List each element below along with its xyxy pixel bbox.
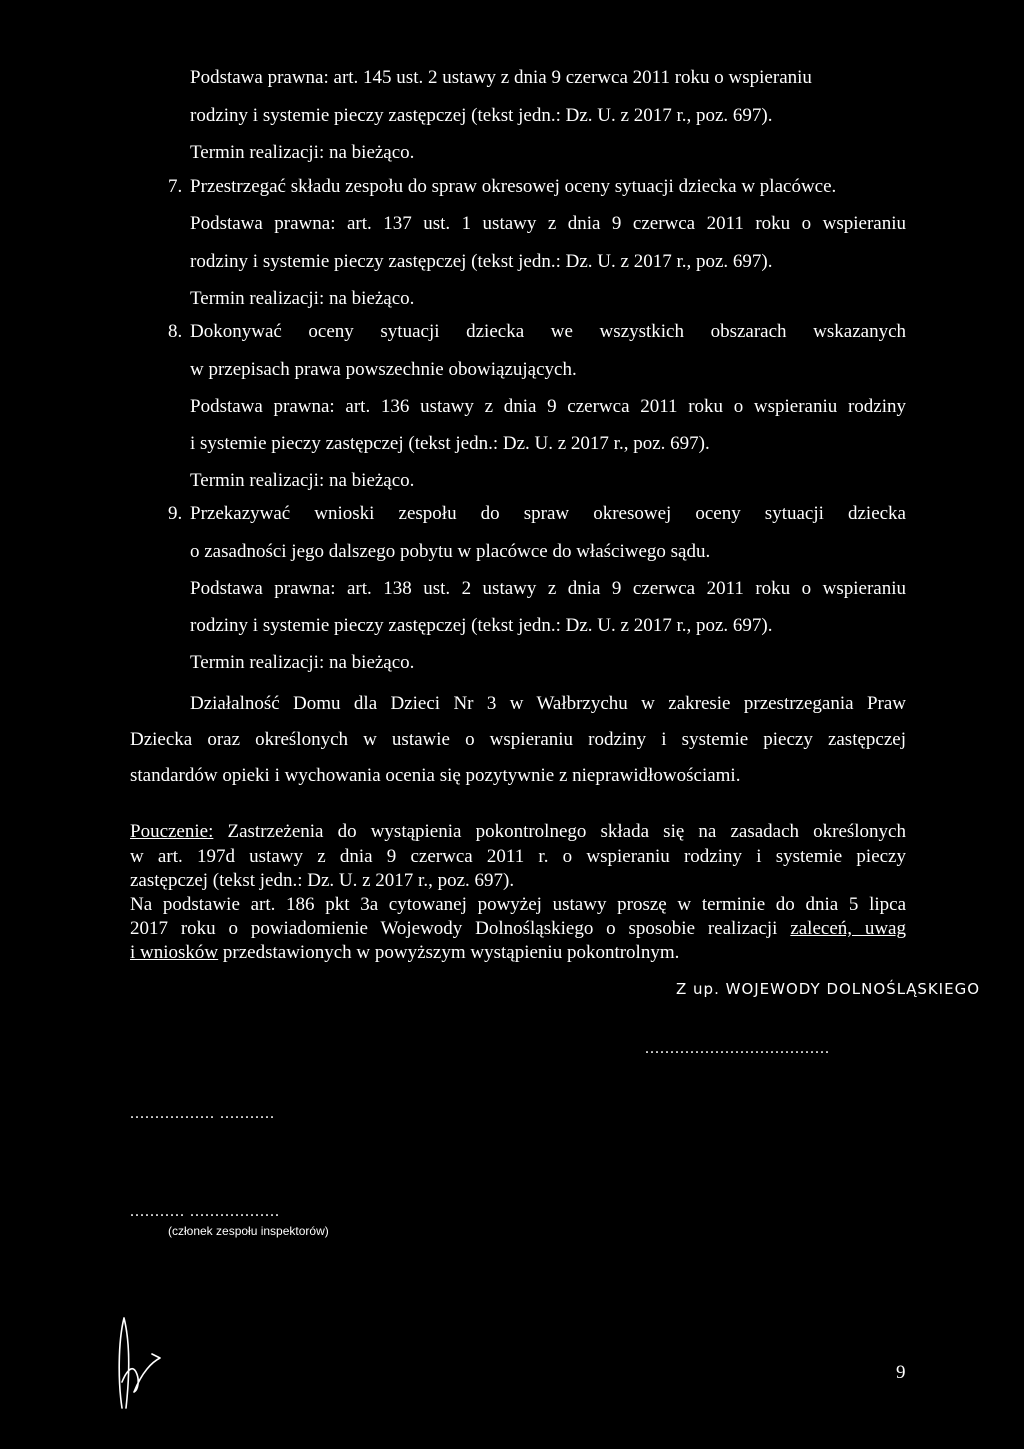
notice-label: Pouczenie: <box>130 821 214 842</box>
notice-line5-underlined: zaleceń, uwag <box>790 918 906 939</box>
authority-stamp: Z up. WOJEWODY DOLNOŚLĄSKIEGO <box>676 980 981 998</box>
handwritten-initial <box>112 1312 172 1412</box>
deadline-6: Termin realizacji: na bieżąco. <box>190 142 415 163</box>
notice-line2: w art. 197d ustawy z dnia 9 czerwca 2011 r. o wspieraniu rodziny i systemie pieczy <box>130 846 906 867</box>
legal-basis-8-line2: i systemie pieczy zastępczej (tekst jedn.: Dz. U. z 2017 r., poz. 697). <box>190 433 710 454</box>
notice-line5 <box>130 917 906 941</box>
deadline-9: Termin realizacji: na bieżąco. <box>190 652 415 673</box>
notice-line3: zastępczej (tekst jedn.: Dz. U. z 2017 r., poz. 697). <box>130 870 515 891</box>
legal-basis-9-line1: Podstawa prawna: art. 138 ust. 2 ustawy z dnia 9 czerwca 2011 roku o wspieraniu <box>190 578 906 599</box>
deadline-8: Termin realizacji: na bieżąco. <box>190 470 415 491</box>
notice-line1-text: Zastrzeżenia do wystąpienia pokontrolnego składa się na zasadach określonych <box>213 821 906 842</box>
notice-line6 <box>130 941 679 965</box>
item-9-task-line2: o zasadności jego dalszego pobytu w placówce do właściwego sądu. <box>190 541 711 562</box>
signature-line-3: ........... .................. <box>130 1203 280 1220</box>
notice-line6-underlined: i wniosków <box>130 942 219 963</box>
item-8-task-line2: w przepisach prawa powszechnie obowiązujących. <box>190 359 577 380</box>
item-9-task-line1: Przekazywać wnioski zespołu do spraw okresowej oceny sytuacji dziecka <box>190 503 906 524</box>
notice-line1 <box>130 820 906 844</box>
item-7-task: Przestrzegać składu zespołu do spraw okresowej oceny sytuacji dziecka w placówce. <box>190 176 837 197</box>
signature-line-1: ..................................... <box>645 1040 830 1057</box>
deadline-7: Termin realizacji: na bieżąco. <box>190 288 415 309</box>
conclusion-line1: Działalność Domu dla Dzieci Nr 3 w Wałbrzychu w zakresie przestrzegania Praw <box>190 693 906 714</box>
item-7-number: 7. <box>168 176 183 197</box>
notice-line5-text: 2017 roku o powiadomienie Wojewody Dolnośląskiego o sposobie realizacji <box>130 918 778 939</box>
legal-basis-6-line2: rodziny i systemie pieczy zastępczej (tekst jedn.: Dz. U. z 2017 r., poz. 697). <box>190 105 773 126</box>
item-9-number: 9. <box>168 503 183 524</box>
item-8-task-line1: Dokonywać oceny sytuacji dziecka we wszystkich obszarach wskazanych <box>190 321 906 342</box>
notice-line4: Na podstawie art. 186 pkt 3a cytowanej powyżej ustawy proszę w terminie do dnia 5 lipca <box>130 894 906 915</box>
signature-line-2: ................. ........... <box>130 1105 275 1122</box>
legal-basis-7-line2: rodziny i systemie pieczy zastępczej (tekst jedn.: Dz. U. z 2017 r., poz. 697). <box>190 251 773 272</box>
conclusion-line3: standardów opieki i wychowania ocenia się pozytywnie z nieprawidłowościami. <box>130 765 741 786</box>
legal-basis-7-line1: Podstawa prawna: art. 137 ust. 1 ustawy z dnia 9 czerwca 2011 roku o wspieraniu <box>190 213 906 234</box>
conclusion-line2: Dziecka oraz określonych w ustawie o wspieraniu rodziny i systemie pieczy zastępczej <box>130 729 906 750</box>
page-number: 9 <box>896 1362 906 1383</box>
legal-basis-8-line1: Podstawa prawna: art. 136 ustawy z dnia 9 czerwca 2011 roku o wspieraniu rodziny <box>190 396 906 417</box>
item-8-number: 8. <box>168 321 183 342</box>
signature-caption: (członek zespołu inspektorów) <box>168 1224 329 1238</box>
legal-basis-6-line1: Podstawa prawna: art. 145 ust. 2 ustawy z dnia 9 czerwca 2011 roku o wspieraniu <box>190 67 812 88</box>
legal-basis-9-line2: rodziny i systemie pieczy zastępczej (tekst jedn.: Dz. U. z 2017 r., poz. 697). <box>190 615 773 636</box>
notice-line6-text: przedstawionych w powyższym wystąpieniu pokontrolnym. <box>218 942 680 963</box>
